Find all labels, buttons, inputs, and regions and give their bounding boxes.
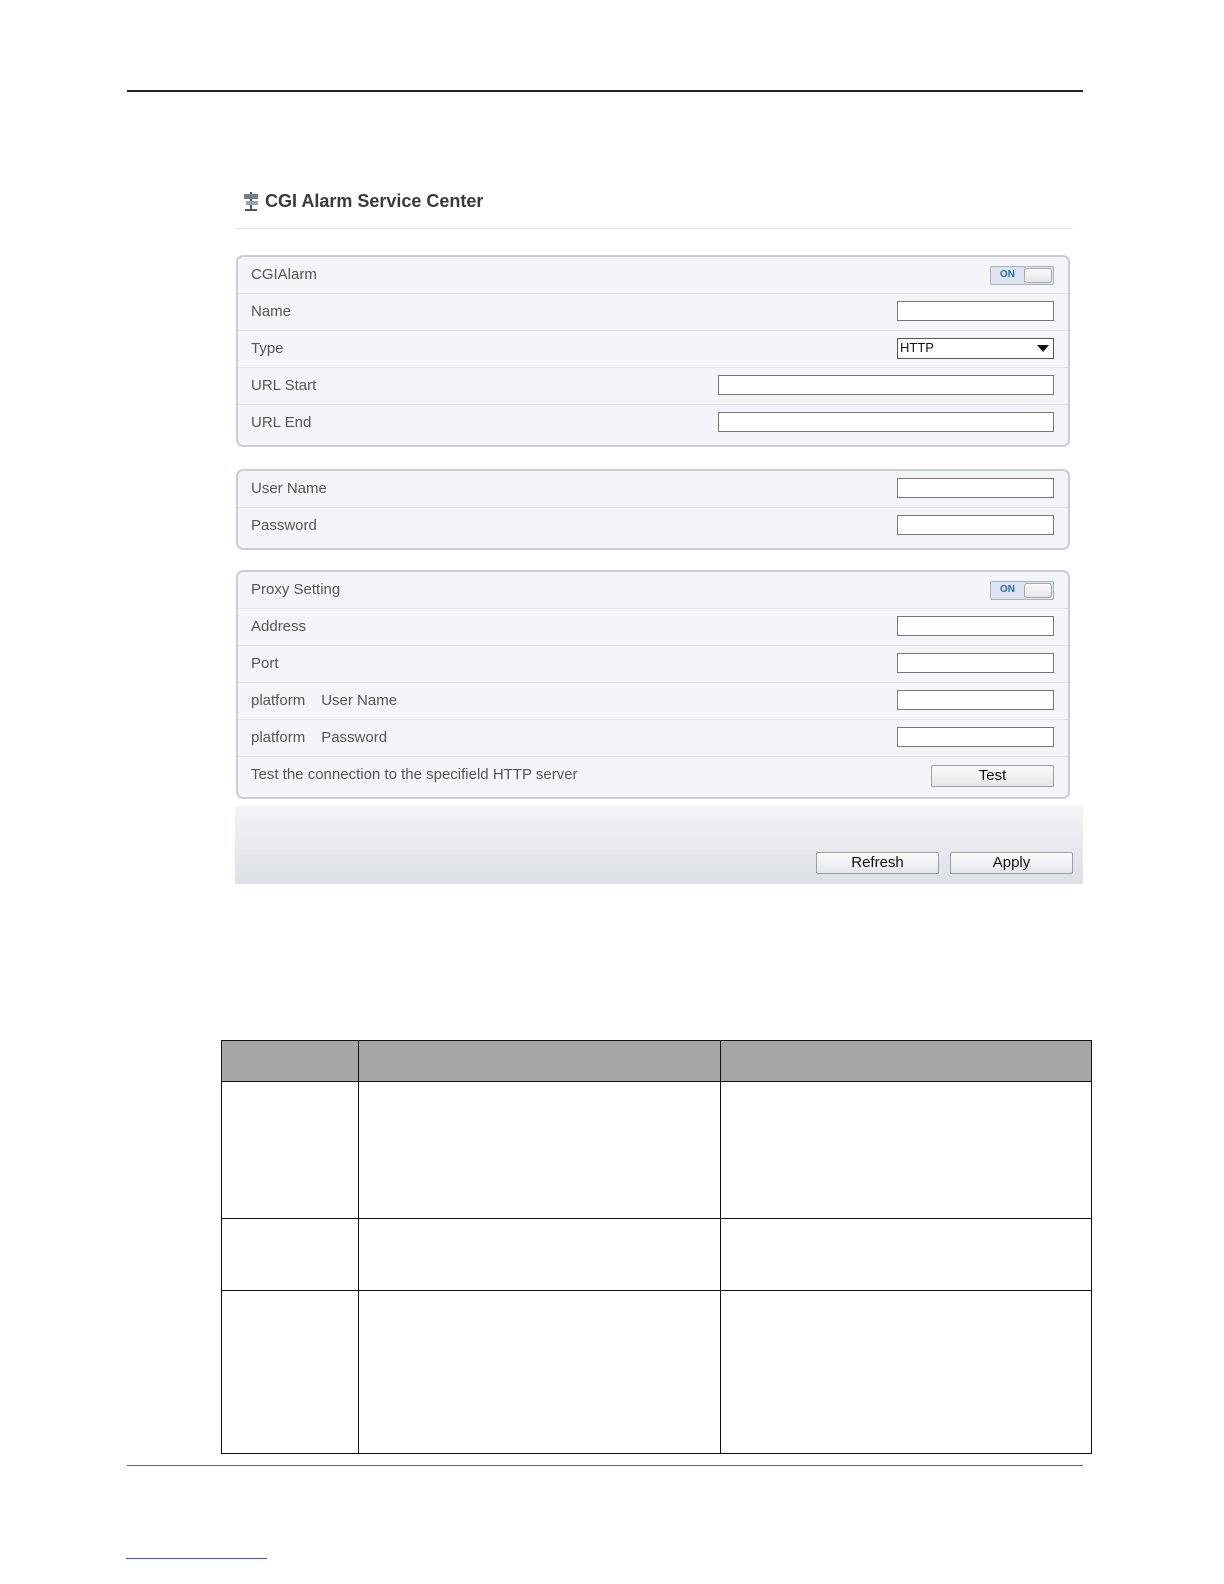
- platform-user-name-label: [251, 683, 397, 719]
- row-test-connection: [238, 757, 1068, 794]
- toggle-knob: [1024, 583, 1052, 598]
- table-header-cell: [358, 1041, 721, 1082]
- url-start-input[interactable]: [718, 375, 1054, 395]
- platform-word: platform: [251, 692, 306, 709]
- panel-title-text: CGI Alarm Service Center: [265, 190, 484, 211]
- platform-word: platform: [251, 729, 306, 746]
- title-divider: [235, 228, 1073, 229]
- signpost-icon: [241, 190, 261, 212]
- table-cell: [358, 1219, 721, 1291]
- table-cell: [222, 1219, 359, 1291]
- panel-title: [241, 186, 483, 216]
- table-header-cell: [222, 1041, 359, 1082]
- toggle-knob: [1024, 268, 1052, 283]
- row-port: [238, 646, 1068, 683]
- port-label: Port: [251, 655, 279, 672]
- footer-link-underline[interactable]: [126, 1558, 267, 1559]
- type-label: Type: [251, 340, 284, 357]
- row-url-end: [238, 405, 1068, 442]
- test-connection-label: Test the connection to the specifield HTTP server: [251, 766, 578, 783]
- cgi-alarm-panel: [235, 180, 1083, 884]
- type-select[interactable]: [897, 338, 1054, 359]
- table-cell: [222, 1291, 359, 1454]
- table-cell: [721, 1219, 1092, 1291]
- platform-password-label: [251, 720, 387, 756]
- platform-password-input[interactable]: [897, 727, 1054, 747]
- password-label: Password: [251, 517, 317, 534]
- row-address: [238, 609, 1068, 646]
- refresh-button[interactable]: Refresh: [816, 852, 939, 874]
- row-user-name: [238, 471, 1068, 508]
- proxy-toggle-text: ON: [1000, 584, 1015, 595]
- row-platform-password: [238, 720, 1068, 757]
- row-type: [238, 331, 1068, 368]
- row-platform-user-name: [238, 683, 1068, 720]
- footer-rule: [127, 1465, 1083, 1466]
- platform-user-text: User Name: [321, 692, 398, 709]
- cgialarm-label: CGIAlarm: [251, 266, 317, 283]
- credentials-group: [236, 469, 1070, 550]
- row-cgialarm: [238, 257, 1068, 294]
- parameter-table: [221, 1040, 1092, 1454]
- proxy-group: [236, 570, 1070, 799]
- platform-password-text: Password: [321, 729, 388, 746]
- table-header-row: [222, 1041, 1092, 1082]
- proxy-toggle[interactable]: [990, 581, 1054, 600]
- user-name-label: User Name: [251, 480, 327, 497]
- row-name: [238, 294, 1068, 331]
- chevron-down-icon: [1037, 345, 1049, 352]
- row-proxy-setting: [238, 572, 1068, 609]
- table-cell: [721, 1082, 1092, 1219]
- table-row: [222, 1082, 1092, 1219]
- table-cell: [721, 1291, 1092, 1454]
- url-end-input[interactable]: [718, 412, 1054, 432]
- url-end-label: URL End: [251, 414, 312, 431]
- test-button[interactable]: Test: [931, 765, 1054, 787]
- table-cell: [358, 1291, 721, 1454]
- name-label: Name: [251, 303, 292, 320]
- table-header-cell: [721, 1041, 1092, 1082]
- table-cell: [358, 1082, 721, 1219]
- port-input[interactable]: [897, 653, 1054, 673]
- user-name-input[interactable]: [897, 478, 1054, 498]
- header-rule: [127, 90, 1083, 92]
- row-url-start: [238, 368, 1068, 405]
- row-password: [238, 508, 1068, 545]
- apply-button[interactable]: Apply: [950, 852, 1073, 874]
- table-row: [222, 1291, 1092, 1454]
- platform-user-name-input[interactable]: [897, 690, 1054, 710]
- cgi-alarm-group: [236, 255, 1070, 447]
- type-select-value: HTTP: [900, 340, 934, 355]
- cgialarm-toggle[interactable]: [990, 266, 1054, 285]
- bottom-action-bar: [235, 806, 1083, 884]
- table-row: [222, 1219, 1092, 1291]
- password-input[interactable]: [897, 515, 1054, 535]
- cgialarm-toggle-text: ON: [1000, 269, 1015, 280]
- table-cell: [222, 1082, 359, 1219]
- address-input[interactable]: [897, 616, 1054, 636]
- url-start-label: URL Start: [251, 377, 317, 394]
- name-input[interactable]: [897, 301, 1054, 321]
- address-label: Address: [251, 618, 307, 635]
- proxy-setting-label: Proxy Setting: [251, 581, 341, 598]
